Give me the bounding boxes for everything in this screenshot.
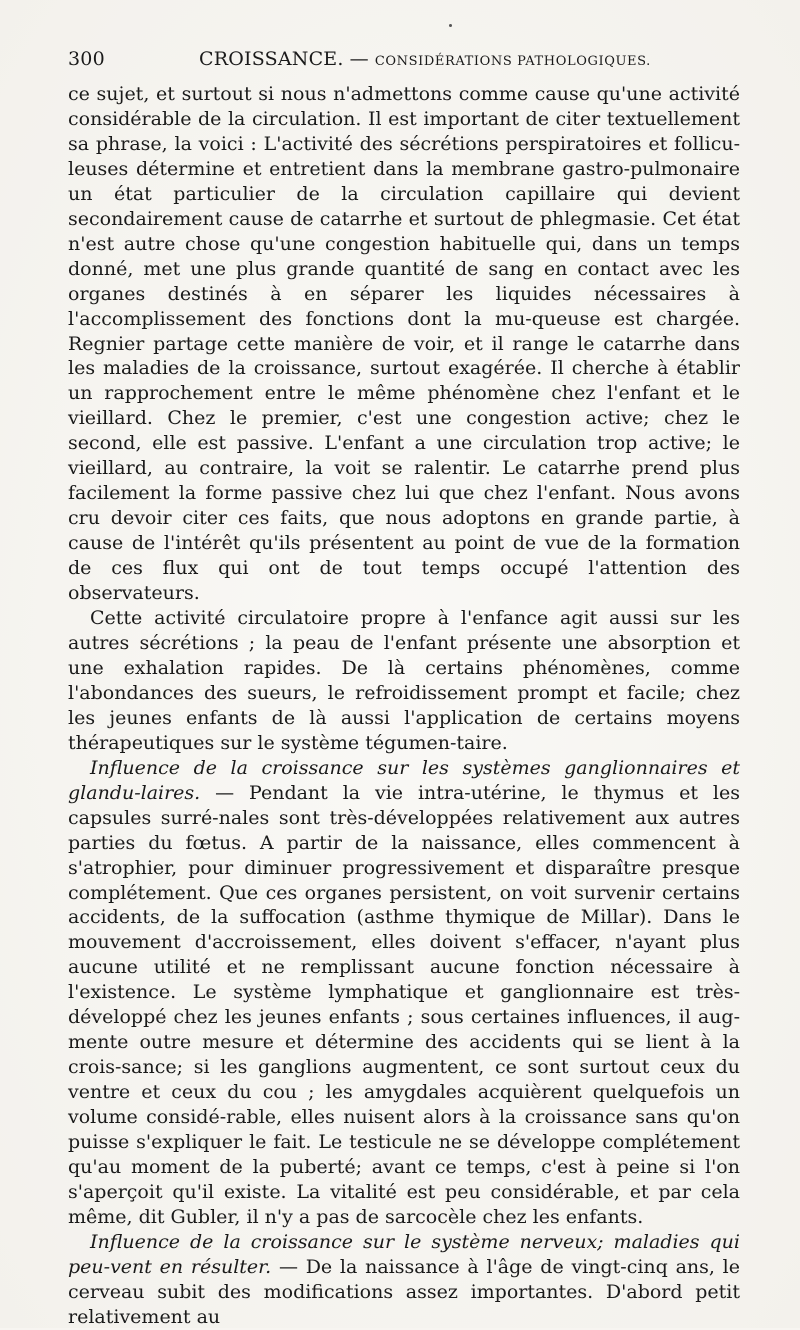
ink-speck bbox=[449, 24, 452, 27]
section-heading-nerveux: Influence de la croissance sur le système nerveux; maladies qui peu-vent en résulter. bbox=[68, 1230, 740, 1278]
page-number: 300 bbox=[68, 48, 105, 70]
running-title bbox=[199, 48, 651, 70]
body-text bbox=[68, 82, 740, 1330]
section-heading-ganglionnaires: Influence de la croissance sur les systèmes ganglionnaires et glandu-laires. bbox=[68, 756, 740, 804]
paragraph-3-text: — Pendant la vie intra-utérine, le thymus et les capsules surré-nales sont très-développées relativement aux autres parties du fœtus. A partir de la naissance, elles commencent à s'atrophier, pour diminuer progressivement et disparaître presque complétement. Que ces organes persistent, on voit survenir certains accidents, de la suffocation (asthme thymique de Millar). Dans le mouvement d'accroissement, elles doivent s'effacer, n'ayant plus aucune utilité et ne remplissant aucune fonction nécessaire à l'existence. Le système lymphatique et ganglionnaire est très-développé chez les jeunes enfants ; sous certaines influences, il aug-mente outre mesure et détermine des accidents qui se lient à la crois-sance; si les ganglions augmentent, ce sont surtout ceux du ventre et ceux du cou ; les amygdales acquièrent quelquefois un volume considé-rable, elles nuisent alors à la croissance sans qu'on puisse s'expliquer le fait. Le testicule ne se développe complétement qu'au moment de la puberté; avant ce temps, c'est à peine si l'on s'aperçoit qu'il existe. La vitalité est peu considérable, et par cela même, dit Gubler, il n'y a pas de sarcocèle chez les enfants. bbox=[68, 781, 740, 1228]
paragraph-3 bbox=[68, 756, 740, 1230]
paragraph-1: ce sujet, et surtout si nous n'admettons comme cause qu'une activité considérable de la circulation. Il est important de citer textuellement sa phrase, la voici : L'activité des sécrétions perspiratoires et follicu-leuses détermine et entretient dans la membrane gastro-pulmonaire un état particulier de la circulation capillaire qui devient secondairement cause de catarrhe et surtout de phlegmasie. Cet état n'est autre chose qu'une congestion habituelle qui, dans un temps donné, met une plus grande quantité de sang en contact avec les organes destinés à en séparer les liquides nécessaires à l'accomplissement des fonctions dont la mu-queuse est chargée. Regnier partage cette manière de voir, et il range le catarrhe dans les maladies de la croissance, surtout exagérée. Il cherche à établir un rapprochement entre le même phénomène chez l'enfant et le vieillard. Chez le premier, c'est une congestion active; chez le second, elle est passive. L'enfant a une circulation trop active; le vieillard, au contraire, la voit se ralentir. Le catarrhe prend plus facilement la forme passive chez lui que chez l'enfant. Nous avons cru devoir citer ces faits, que nous adoptons en grande partie, à cause de l'intérêt qu'ils présentent au point de vue de la formation de ces flux qui ont de tout temps occupé l'attention des observateurs. bbox=[68, 83, 740, 605]
running-head bbox=[68, 48, 740, 78]
paragraph-4-text: — De la naissance à l'âge de vingt-cinq ans, le cerveau subit des modifications assez importantes. D'abord petit relativement au bbox=[68, 1255, 740, 1328]
title-dash: — bbox=[349, 48, 369, 70]
paragraph-2: Cette activité circulatoire propre à l'enfance agit aussi sur les autres sécrétions ; la peau de l'enfant présente une absorption et une exhalation rapides. De là certains phénomènes, comme l'abondances des sueurs, le refroidissement prompt et facile; chez les jeunes enfants de là aussi l'application de certains moyens thérapeutiques sur le système tégumen-taire. bbox=[68, 607, 740, 754]
paragraph-4 bbox=[68, 1230, 740, 1330]
section-subtitle: CONSIDÉRATIONS PATHOLOGIQUES. bbox=[374, 54, 651, 69]
chapter-title: CROISSANCE. bbox=[199, 48, 344, 70]
